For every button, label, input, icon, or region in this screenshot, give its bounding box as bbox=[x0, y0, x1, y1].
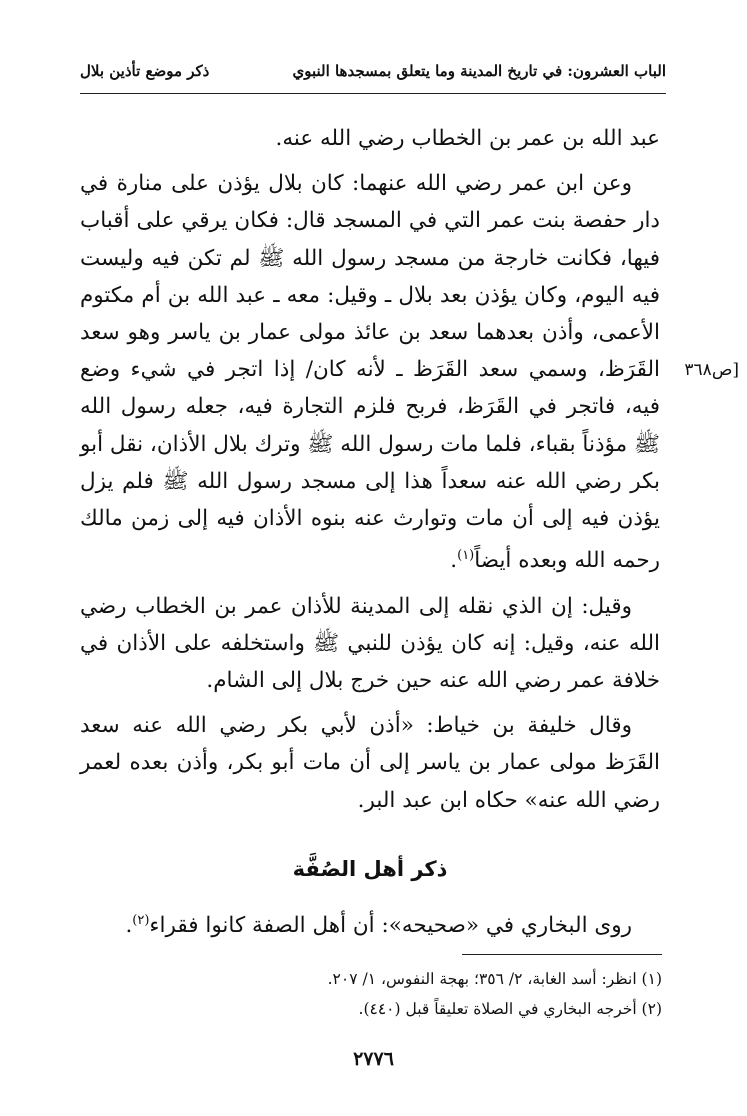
footnote-divider bbox=[462, 954, 662, 955]
footnote-ref-1: (١) bbox=[457, 548, 475, 564]
footnote-1: (١) انظر: أسد الغابة، ٢/ ٣٥٦؛ بهجة النفوس، ١/ ٢٠٧. bbox=[327, 970, 662, 988]
footnotes bbox=[80, 964, 662, 1024]
paragraph-5-end: . bbox=[125, 913, 133, 939]
margin-page-reference: [ص٣٦٨ bbox=[684, 360, 739, 380]
chapter-title: الباب العشرون: في تاريخ المدينة وما يتعلق بمسجدها النبوي bbox=[292, 62, 666, 80]
paragraph-3: وقيل: إن الذي نقله إلى المدينة للأذان عمر بن الخطاب رضي الله عنه، وقيل: إنه كان يؤذن للنبي ﷺ واستخلفه على الأذان في خلافة عمر رضي الله عنه حين خرج بلال إلى الشام. bbox=[80, 593, 660, 693]
paragraph-2: وعن ابن عمر رضي الله عنهما: كان بلال يؤذن على منارة في دار حفصة بنت عمر التي في المسجد قال: فكان يرقي على أقباب فيها، فكانت خارجة من مسجد رسول الله ﷺ لم تكن فيه وليست فيه اليوم، وكان يؤذن بعد بلال ـ وقيل: معه ـ عبد الله بن أم مكتوم الأعمى، وأذن بعدهما سعد بن عائذ مولى عمار بن ياسر وهو سعد القَرَظ، وسمي سعد القَرَظ ـ لأنه كان/ إذا اتجر في شيء وضع فيه، فاتجر في القَرَظ، فربح فلزم التجارة فيه، جعله رسول الله ﷺ مؤذناً بقباء، فلما مات رسول الله ﷺ وترك بلال الأذان، نقل أبو بكر رضي الله عنه سعداً هذا إلى مسجد رسول الله ﷺ فلم يزل يؤذن فيه إلى أن مات وتوارث عنه بنوه الأذان فيه إلى زمن مالك رحمه الله وبعده أيضاً$^{(١)}$. bbox=[80, 171, 660, 574]
footnote-ref-2: (٢) bbox=[132, 913, 150, 929]
main-text bbox=[80, 120, 660, 944]
paragraph-5-text: روى البخاري في «صحيحه»: أن أهل الصفة كانوا فقراء bbox=[149, 913, 632, 939]
section-heading: ذكر أهل الصُفَّة bbox=[292, 856, 448, 881]
running-header bbox=[80, 62, 666, 86]
header-divider bbox=[80, 93, 666, 94]
paragraph-4: وقال خليفة بن خياط: «أذن لأبي بكر رضي الله عنه سعد القَرَظ مولى عمار بن ياسر إلى أن مات أبو بكر، وأذن بعده لعمر رضي الله عنه» حكاه ابن عبد البر. bbox=[80, 713, 660, 813]
paragraph-2-text: وعن ابن عمر رضي الله عنهما: كان بلال يؤذن على منارة في دار حفصة بنت عمر التي في المسجد قال: فكان يرقي على أقباب فيها، فكانت خارجة من مسجد رسول الله ﷺ لم تكن فيه وليست فيه اليوم، وكان يؤذن بعد بلال ـ وقيل: معه ـ عبد الله بن أم مكتوم الأعمى، وأذن بعدهما سعد بن عائذ مولى عمار بن ياسر وهو سعد القَرَظ، وسمي سعد القَرَظ ـ لأنه كان/ إذا اتجر في شيء وضع فيه، فاتجر في القَرَظ، فربح فلزم التجارة فيه، جعله رسول الله ﷺ مؤذناً بقباء، فلما مات رسول الله ﷺ وترك بلال الأذان، نقل أبو بكر رضي الله عنه سعداً هذا إلى مسجد رسول الله ﷺ فلم يزل يؤذن فيه إلى أن مات وتوارث عنه بنوه الأذان فيه إلى زمن مالك رحمه الله وبعده أيضاً bbox=[80, 171, 660, 574]
page-number: ٢٧٧٦ bbox=[353, 1048, 394, 1070]
paragraph-5 bbox=[80, 902, 660, 944]
section-title: ذكر موضع تأذين بلال bbox=[80, 62, 210, 80]
footnote-2: (٢) أخرجه البخاري في الصلاة تعليقاً قبل (٤٤٠). bbox=[358, 1000, 662, 1018]
paragraph-1: عبد الله بن عمر بن الخطاب رضي الله عنه. bbox=[275, 126, 660, 151]
